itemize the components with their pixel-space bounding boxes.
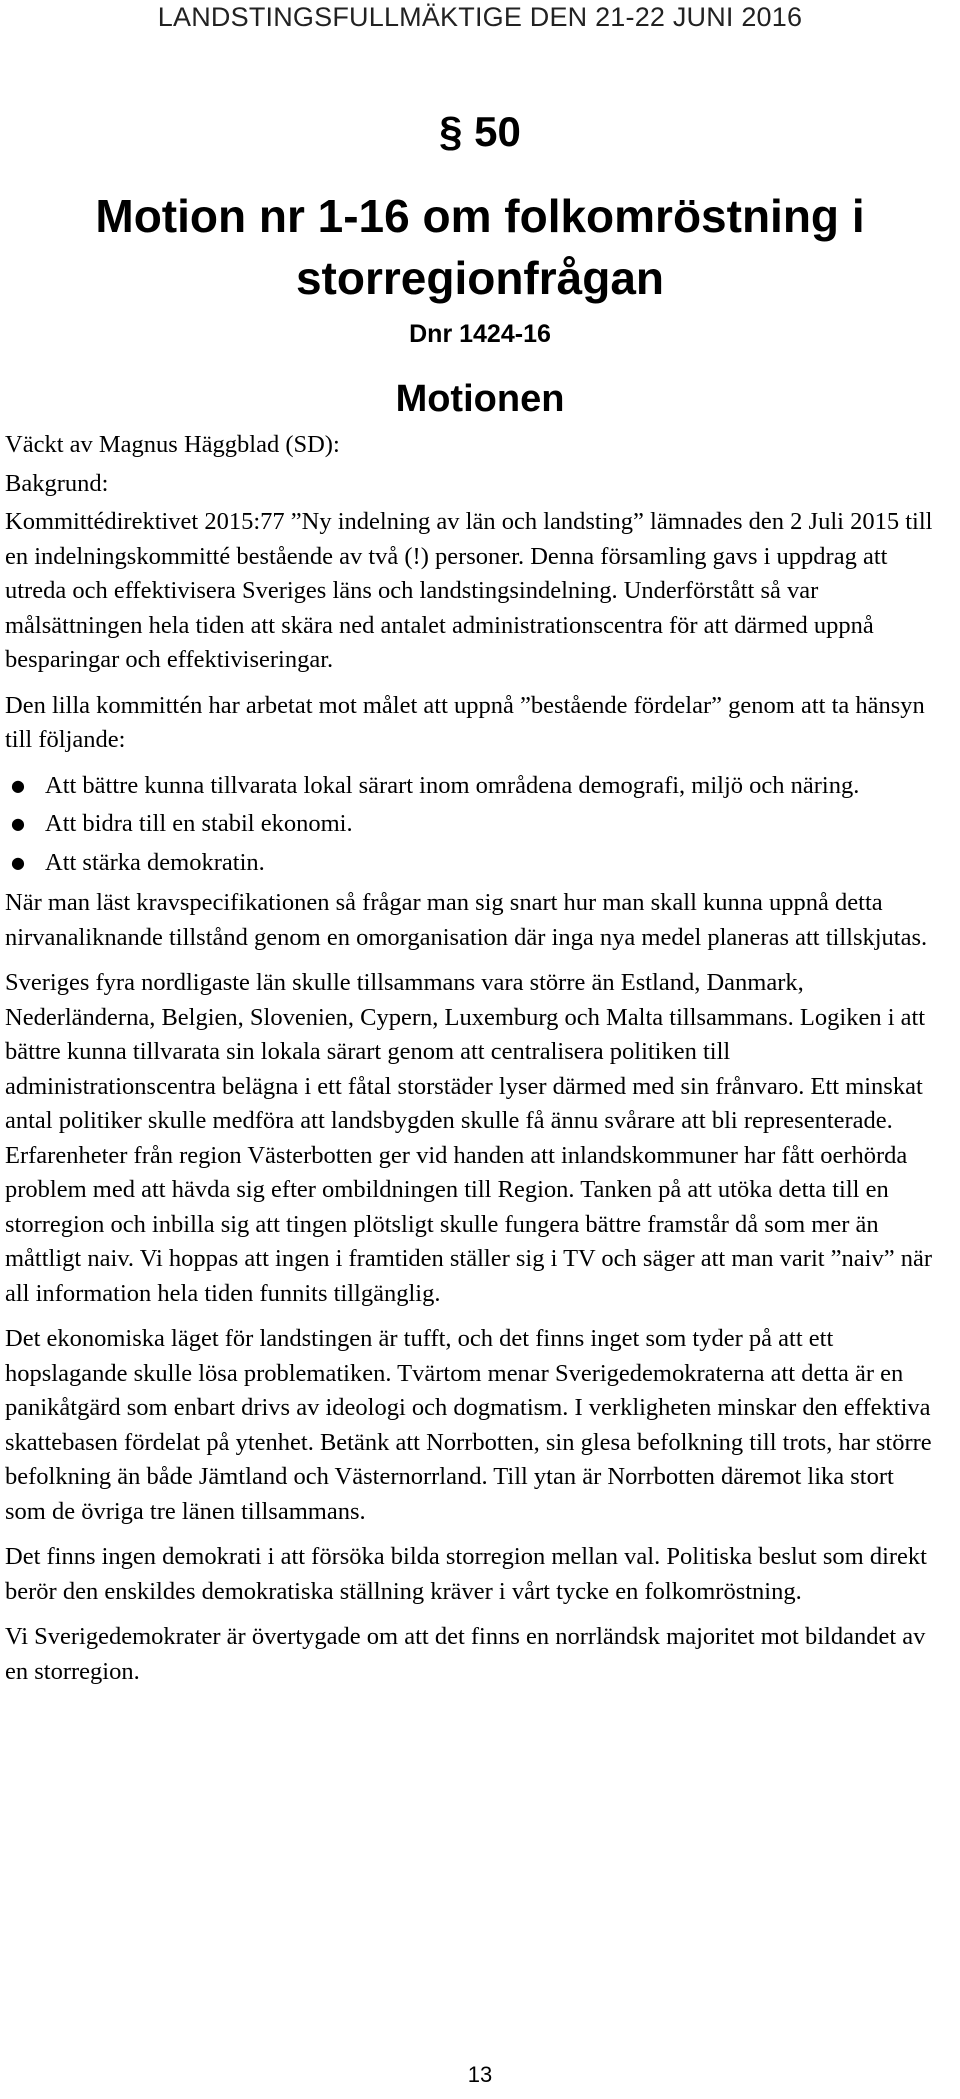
- bullet-icon: ●: [11, 814, 25, 833]
- paragraph: Kommittédirektivet 2015:77 ”Ny indelning av län och landsting” lämnades den 2 Juli 2015 till en indelningskommitté bestående av två (!) personer. Denna församling gavs i uppdrag att utreda och effektivisera Sveriges läns och landstingsindelning. Underförstått så var målsättningen hela tiden att skära ned antalet administrationscentra för att därmed uppnå besparingar och effektiviseringar.: [5, 508, 933, 673]
- subheading: Motionen: [395, 378, 565, 420]
- list-item: [5, 769, 935, 804]
- paragraph: Det finns ingen demokrati i att försöka bilda storregion mellan val. Politiska beslut som direkt berör den enskildes demokratiska ställning kräver i vårt tycke en folkomröstning.: [5, 1543, 927, 1605]
- document-body: [5, 428, 935, 1700]
- background-label: Bakgrund:: [5, 469, 109, 497]
- running-header: LANDSTINGSFULLMÄKTIGE DEN 21-22 JUNI 2016: [157, 2, 803, 32]
- paragraph: Den lilla kommittén har arbetat mot målet att uppnå ”bestående fördelar” genom att ta hänsyn till följande:: [5, 691, 925, 753]
- motion-title-text: Motion nr 1-16 om folkomröstning i storregionfrågan: [95, 190, 865, 304]
- diary-number: Dnr 1424-16: [409, 320, 551, 348]
- list-item-text: Att stärka demokratin.: [45, 848, 265, 876]
- bullet-list: [5, 769, 935, 881]
- paragraph: Vi Sverigedemokrater är övertygade om att det finns en norrländsk majoritet mot bildandet av en storregion.: [5, 1623, 926, 1685]
- paragraph: Sveriges fyra nordligaste län skulle tillsammans vara större än Estland, Danmark, Nederländerna, Belgien, Slovenien, Cypern, Luxemburg och Malta tillsammans. Logiken i att bättre kunna tillvarata sin lokala särart genom att centralisera politiken till administrationscentra belägna i ett fåtal storstäder lyser därmed med sin frånvaro. Ett minskat antal politiker skulle medföra att landsbygden skulle få ännu svårare att bli representerade. Erfarenheter från region Västerbotten ger vid handen att inlandskommuner har fått oerhörda problem med att hävda sig efter ombildningen till Region. Tanken på att utöka detta till en storregion och inbilla sig att tingen plötsligt skulle fungera bättre framstår då som mer än måttligt naiv. Vi hoppas att ingen i framtiden ställer sig i TV och säger att man varit ”naiv” när all information hela tiden funnits tillgänglig.: [5, 969, 933, 1307]
- bullet-icon: ●: [11, 852, 25, 872]
- section-number: § 50: [439, 108, 521, 155]
- paragraph: När man läst kravspecifikationen så frågar man sig snart hur man skall kunna uppnå detta nirvanaliknande tillstånd genom en omorganisation där inga nya medel planeras att tillskjutas.: [5, 889, 928, 951]
- list-item: [5, 846, 935, 881]
- author-line: Väckt av Magnus Häggblad (SD):: [5, 431, 340, 458]
- list-item-text: Att bättre kunna tillvarata lokal särart inom områdena demografi, miljö och näring.: [45, 771, 860, 799]
- list-item: [5, 807, 935, 842]
- motion-title: [0, 185, 960, 309]
- page-number: 13: [467, 2062, 493, 2087]
- list-item-text: Att bidra till en stabil ekonomi.: [45, 810, 353, 837]
- paragraph: Det ekonomiska läget för landstingen är tufft, och det finns inget som tyder på att ett hopslagande skulle lösa problematiken. Tvärtom menar Sverigedemokraterna att detta är en panikåtgärd som enbart drivs av ideologi och dogmatism. I verkligheten minskar den effektiva skattebasen fördelat på ytenhet. Betänk att Norrbotten, sin glesa befolkning till trots, har större befolkning än både Jämtland och Västernorrland. Till ytan är Norrbotten däremot lika stort som de övriga tre länen tillsammans.: [5, 1325, 932, 1525]
- bullet-icon: ●: [11, 775, 25, 795]
